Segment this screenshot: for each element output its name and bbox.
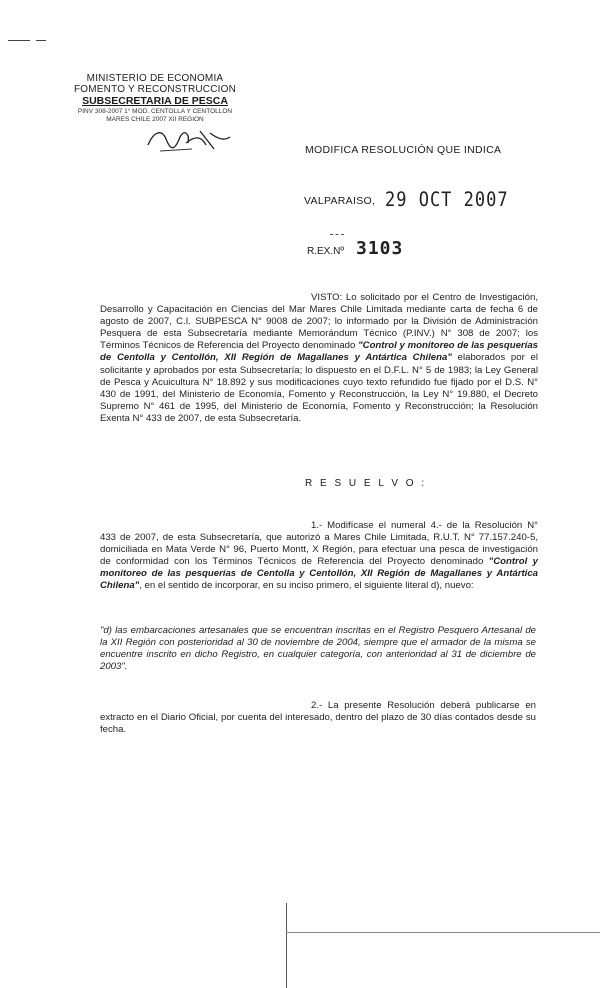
article-1-rest-text: , en el sentido de incorporar, en su inciso primero, el siguiente literal d), nuevo: [139,580,474,592]
letterhead [40,73,270,124]
page-fold-line [286,932,600,933]
letterhead-reference: PINV 308-2007 1° MOD. CENTOLLA Y CENTOLLON [77,108,233,115]
letterhead-subsecretaria: SUBSECRETARIA DE PESCA [82,95,228,107]
margin-mark [8,40,30,41]
resolution-number-label: R.EX.Nº [307,246,344,257]
margin-mark [36,40,46,41]
visto-rest-text: elaborados por el solicitante y aprobados por esta Subsecretaría; lo dispuesto en el D.F.L. N° 5 de 1983; la Ley General de Pesca y Acuicultura N° 18.892 y sus modificaciones cuyo texto refundido fue fijado por el D.S. N° 430 de 1991, del Ministerio de Economía, Fomento y Reconstrucción, la Ley N° 19.880, el Decreto Supremo N° 461 de 1995, del Ministerio de Economía, Fomento y Reconstrucción; la Resolución Exenta N° 433 de 2007, de esta Subsecretaría. [100,352,538,424]
literal-d-quote: "d) las embarcaciones artesanales que se encuentran inscritas en el Registro Pesquero Artesanal de la XII Región con posterioridad al 30 de noviembre de 2004, siempre que el armador de la misma se encuentre inscrito en dicho Registro, en cualquier categoría, con anterioridad al 31 de diciembre de 2003". [100,625,536,673]
visto-paragraph [100,292,538,425]
article-2-paragraph: 2.- La presente Resolución deberá publicarse en extracto en el Diario Oficial, por cuenta del interesado, dentro del plazo de 30 días contados desde su fecha. [100,700,536,736]
article-1-lead-text: 1.- Modifícase el numeral 4.- de la Resolución N° 433 de 2007, de esta Subsecretaría, que autorizó a Mares Chile Limitada, R.U.T. N° 77.157.240-5, domiciliada en Mata Verde N° 96, Puerto Montt, X Región, para efectuar una pesca de investigación de conformidad con los Términos Técnicos de Referencia del Proyecto denominado [100,520,538,568]
place-label: VALPARAISO, [304,195,376,207]
article-1-paragraph [100,520,538,593]
document-subject: MODIFICA RESOLUCIÓN QUE INDICA [305,144,502,156]
visto-lead-text: VISTO: Lo solicitado por el Centro de Investigación, Desarrollo y Capacitación en Ciencias del Mar Mares Chile Limitada mediante carta de fecha 6 de agosto de 2007, C.I. SUBPESCA N° 9008 de 2007; lo informado por la División de Administración Pesquera de esta Subsecretaría mediante Memorándum Técnico (P.INV.) N° 308 de 2007; los Términos Técnicos de Referencia del Proyecto denominado [100,292,538,352]
resuelvo-heading: R E S U E L V O : [305,478,427,489]
letterhead-ministry: MINISTERIO DE ECONOMIA [86,73,224,84]
visto-project-name: "Control y monitoreo de las pesquerías de Centolla y Centollón, XII Región de Magallanes y Antártica Chilena" [100,340,538,364]
letterhead-ministry-2: FOMENTO Y RECONSTRUCCION [73,84,237,95]
page-fold-line [286,903,287,988]
resolution-number-stamp: 3103 [356,238,404,259]
letterhead-reference-2: MARES CHILE 2007 XII REGION [106,116,204,123]
stamp-mark [330,234,344,235]
date-stamp: 29 OCT 2007 [385,188,509,212]
article-1-project-name: "Control y monitoreo de las pesquerías de Centolla y Centollón, XII Región de Magallanes y Antártica Chilena" [100,556,538,592]
handwritten-initials-signature [140,123,235,157]
